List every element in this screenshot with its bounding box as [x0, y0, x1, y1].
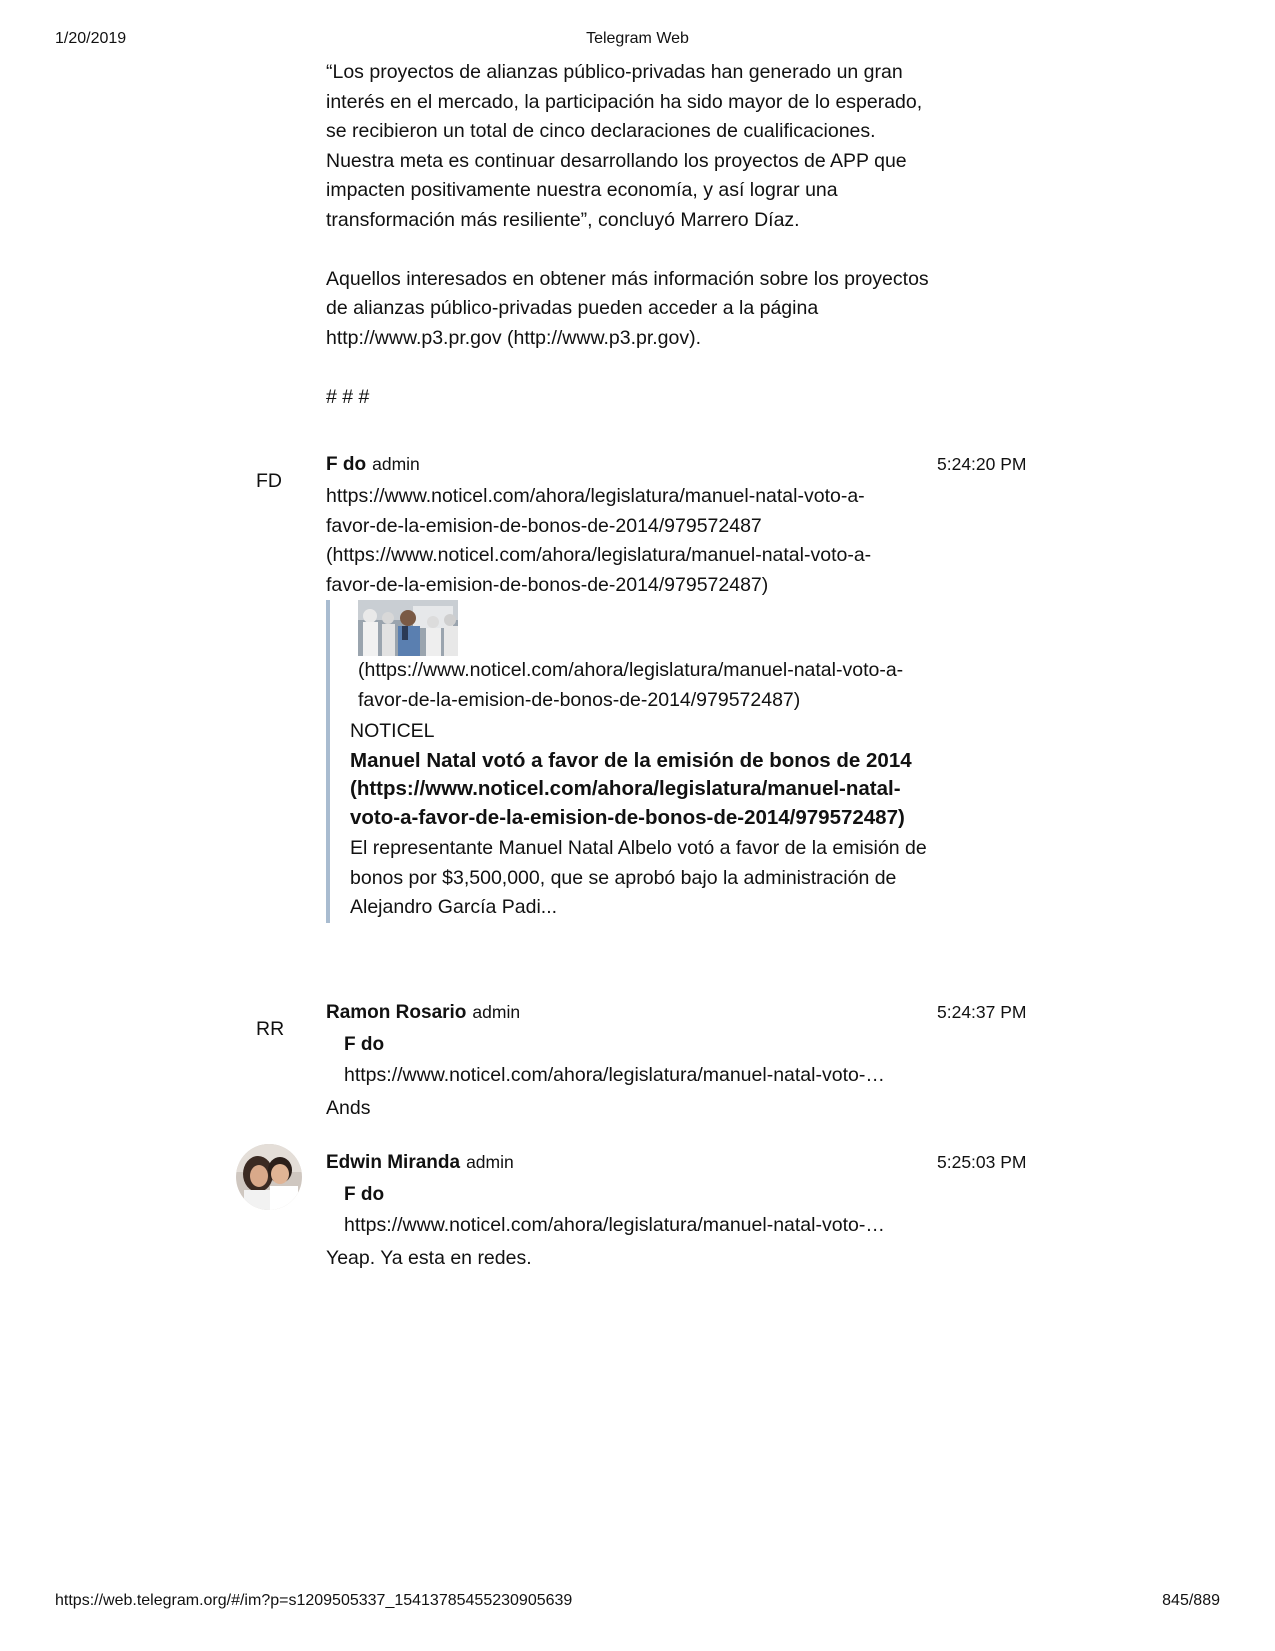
continued-message-text [326, 58, 936, 412]
message-text: Ands [326, 1097, 371, 1119]
reply-author: F do [344, 1034, 385, 1055]
preview-thumbnail[interactable] [358, 600, 458, 656]
print-footer [0, 1592, 1275, 1614]
reply-text: https://www.noticel.com/ahora/legislatura/manuel-natal-voto-… [344, 1214, 885, 1236]
reply-text: https://www.noticel.com/ahora/legislatura/manuel-natal-voto-… [344, 1064, 885, 1086]
print-header [0, 30, 1275, 52]
preview-image-icon [358, 600, 458, 656]
author-role: admin [372, 454, 420, 474]
author-name[interactable]: F do [326, 454, 367, 475]
preview-description: El representante Manuel Natal Albelo votó a favor de la emisión de bonos por $3,500,000, que se aprobó bajo la administración de Alejandro García Padi... [350, 837, 927, 918]
reply-author: F do [344, 1184, 385, 1205]
reply-quote[interactable] [344, 1030, 944, 1090]
reply-quote[interactable] [344, 1180, 944, 1240]
message-paragraph: “Los proyectos de alianzas público-privadas han generado un gran interés en el mercado, la participación ha sido mayor de lo esperado, se recibieron un total de cinco declaraciones de cualificaciones. Nuestra meta es continuar desarrollando los proyectos de APP que impacten positivamente nuestra economía, y así lograr una transformación más resiliente”, concluyó Marrero Díaz. [326, 61, 923, 231]
author-role: admin [466, 1152, 514, 1172]
author-role: admin [472, 1002, 521, 1022]
message-text: Yeap. Ya esta en redes. [326, 1247, 532, 1269]
message-time: 5:25:03 PM [937, 1152, 1027, 1172]
author-name[interactable]: Edwin Miranda [326, 1152, 461, 1173]
link-preview[interactable] [326, 600, 936, 923]
message-time: 5:24:20 PM [937, 454, 1027, 474]
author-name[interactable]: Ramon Rosario [326, 1002, 467, 1023]
avatar-photo-icon [236, 1144, 302, 1210]
message-header [326, 1000, 520, 1025]
message-time: 5:24:37 PM [937, 1002, 1027, 1022]
message-header [326, 1150, 514, 1175]
preview-site: NOTICEL [350, 720, 435, 742]
print-date: 1/20/2019 [55, 30, 127, 47]
print-url: https://web.telegram.org/#/im?p=s1209505337_15413785455230905639 [55, 1592, 573, 1609]
avatar[interactable] [236, 1144, 302, 1210]
message-header [326, 452, 420, 477]
print-title: Telegram Web [586, 30, 689, 47]
preview-link[interactable]: (https://www.noticel.com/ahora/legislatura/manuel-natal-voto-a-favor-de-la-emision-de-bonos-de-2014/979572487) [358, 659, 904, 711]
message-paragraph: # # # [326, 385, 370, 408]
message-text[interactable]: https://www.noticel.com/ahora/legislatura/manuel-natal-voto-a-favor-de-la-emision-de-bonos-de-2014/979572487 (https://www.noticel.com/ahora/legislatura/manuel-natal-voto-a-favor-de-la-emision-de-bonos-de-2014/979572487) [326, 485, 872, 596]
message-paragraph: Aquellos interesados en obtener más información sobre los proyectos de alianzas público-privadas pueden acceder a la página http://www.p3.pr.gov (http://www.p3.pr.gov). [326, 267, 929, 349]
avatar-initials[interactable]: FD [256, 470, 282, 492]
page-number: 845/889 [1162, 1592, 1220, 1609]
preview-title[interactable]: Manuel Natal votó a favor de la emisión de bonos de 2014 (https://www.noticel.com/ahora/legislatura/manuel-natal-voto-a-favor-de-la-emision-de-bonos-de-2014/979572487) [350, 748, 912, 829]
avatar-initials[interactable]: RR [256, 1018, 285, 1040]
